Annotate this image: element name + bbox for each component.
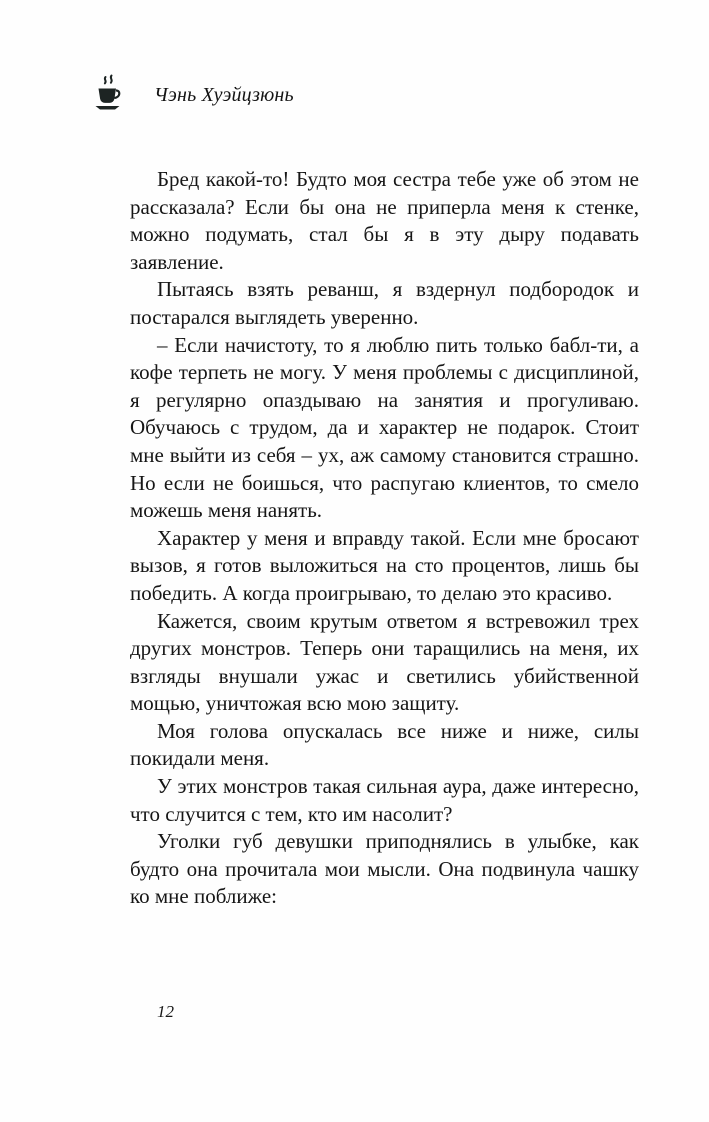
paragraph: Характер у меня и вправду такой. Если мне бросают вызов, я готов выложиться на сто процентов, лишь бы победить. А когда проигрываю, то делаю это красиво. <box>130 525 639 605</box>
page-number: 12 <box>157 1002 174 1021</box>
paragraph: Пытаясь взять реванш, я вздернул подбородок и постарался выглядеть уверенно. <box>130 277 639 329</box>
paragraph: – Если начистоту, то я люблю пить только бабл-ти, а кофе терпеть не могу. У меня проблемы с дисциплиной, я регулярно опаздываю на занятия и прогуливаю. Обучаюсь с трудом, да и характер не подарок. Стоит мне выйти из себя – ух, аж самому становится страшно. Но если не боишься, что распугаю клиентов, то смело можешь меня нанять. <box>130 332 639 523</box>
coffee-cup-icon <box>92 74 124 116</box>
paragraph: Кажется, своим крутым ответом я встревожил трех других монстров. Теперь они таращились на меня, их взгляды внушали ужас и светились убийственной мощью, уничтожая всю мою защиту. <box>130 608 639 716</box>
body-text <box>130 166 639 911</box>
paragraph: У этих монстров такая сильная аура, даже интересно, что случится с тем, кто им насолит? <box>130 774 639 826</box>
running-header-author: Чэнь Хуэйцзюнь <box>154 83 294 106</box>
paragraph: Бред какой-то! Будто моя сестра тебе уже об этом не рассказала? Если бы она не приперла меня к стенке, можно подумать, стал бы я в эту дыру подавать заявление. <box>130 167 639 274</box>
paragraph: Моя голова опускалась все ниже и ниже, силы покидали меня. <box>130 718 639 771</box>
paragraph: Уголки губ девушки приподнялись в улыбке, как будто она прочитала мои мысли. Она подвинула чашку ко мне поближе: <box>130 829 639 909</box>
page-footer <box>157 1002 174 1022</box>
running-header <box>92 74 294 116</box>
